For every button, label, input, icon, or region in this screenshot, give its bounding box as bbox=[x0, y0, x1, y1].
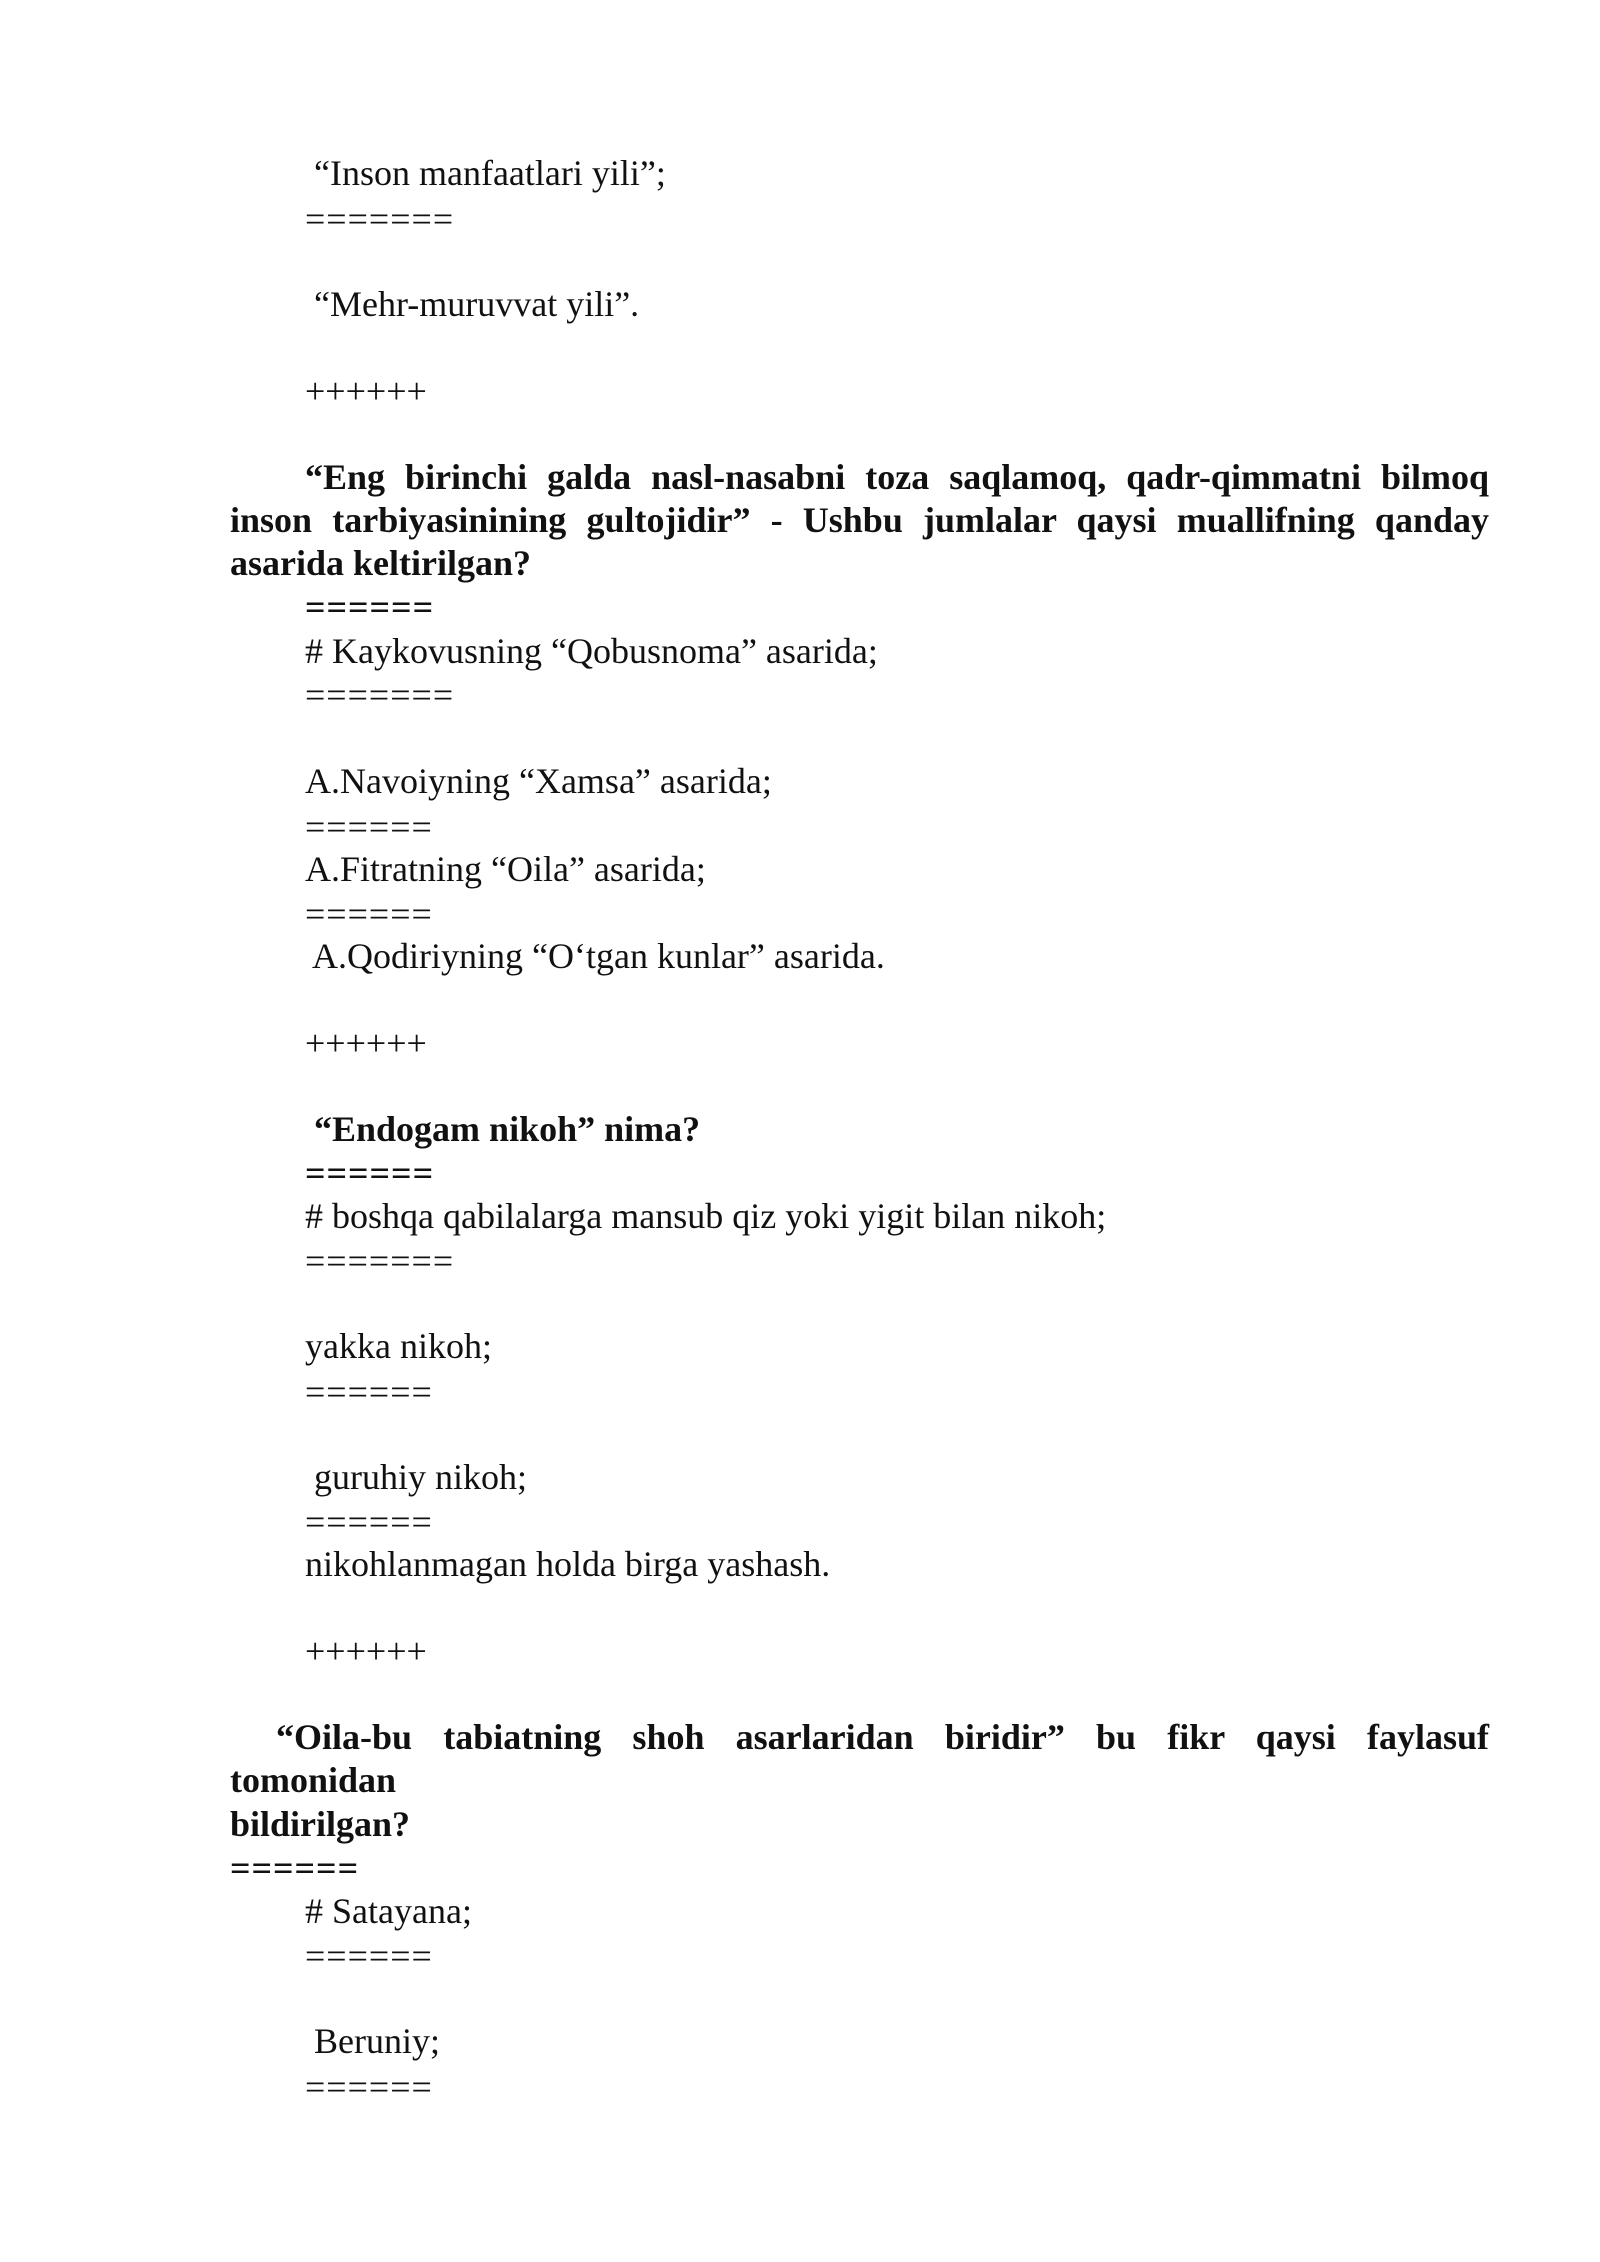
question-1-line-2: inson tarbiyasinining gultojidir” - Ushbu jumlalar qaysi muallifning qanday bbox=[230, 500, 1489, 540]
question-end-marker: ++++++ bbox=[305, 1631, 427, 1671]
separator: ======= bbox=[305, 199, 455, 239]
answer-option: guruhiy nikoh; bbox=[305, 1457, 527, 1497]
answer-option: A.Navoiyning “Xamsa” asarida; bbox=[305, 761, 772, 801]
separator: ====== bbox=[305, 1372, 433, 1412]
answer-option: A.Qodiriyning “O‘tgan kunlar” asarida. bbox=[305, 936, 885, 976]
answer-option: nikohlanmagan holda birga yashash. bbox=[305, 1544, 831, 1584]
answer-option: A.Fitratning “Oila” asarida; bbox=[305, 849, 706, 889]
question-1-line-3: asarida keltirilgan? bbox=[230, 543, 532, 583]
answer-option: Beruniy; bbox=[305, 2021, 440, 2061]
correct-answer: # Kaykovusning “Qobusnoma” asarida; bbox=[305, 631, 878, 671]
correct-answer: # Satayana; bbox=[305, 1891, 472, 1931]
question-end-marker: ++++++ bbox=[305, 371, 427, 411]
separator: ====== bbox=[230, 1848, 360, 1888]
separator: ====== bbox=[305, 894, 433, 934]
question-end-marker: ++++++ bbox=[305, 1023, 427, 1063]
separator: ======= bbox=[305, 675, 455, 715]
question-1-line-1: “Eng birinchi galda nasl-nasabni toza saqlamoq, qadr-qimmatni bilmoq bbox=[305, 457, 1489, 497]
separator: ====== bbox=[305, 587, 435, 627]
question-3-line-1: “Oila-bu tabiatning shoh asarlaridan biridir” bu fikr qaysi faylasuf bbox=[276, 1717, 1489, 1757]
separator: ======= bbox=[305, 1241, 455, 1281]
answer-option: yakka nikoh; bbox=[305, 1326, 492, 1366]
separator: ====== bbox=[305, 1502, 433, 1542]
correct-answer: # boshqa qabilalarga mansub qiz yoki yigit bilan nikoh; bbox=[305, 1196, 1107, 1236]
separator: ====== bbox=[305, 1936, 433, 1976]
question-2: “Endogam nikoh” nima? bbox=[305, 1109, 701, 1149]
answer-option: “Mehr-muruvvat yili”. bbox=[305, 284, 640, 324]
separator: ====== bbox=[305, 2067, 433, 2107]
question-3-line-2: tomonidan bbox=[230, 1760, 397, 1800]
answer-option: “Inson manfaatlari yili”; bbox=[305, 153, 666, 193]
separator: ====== bbox=[305, 807, 433, 847]
separator: ====== bbox=[305, 1153, 435, 1193]
question-3-line-3: bildirilgan? bbox=[230, 1804, 411, 1844]
